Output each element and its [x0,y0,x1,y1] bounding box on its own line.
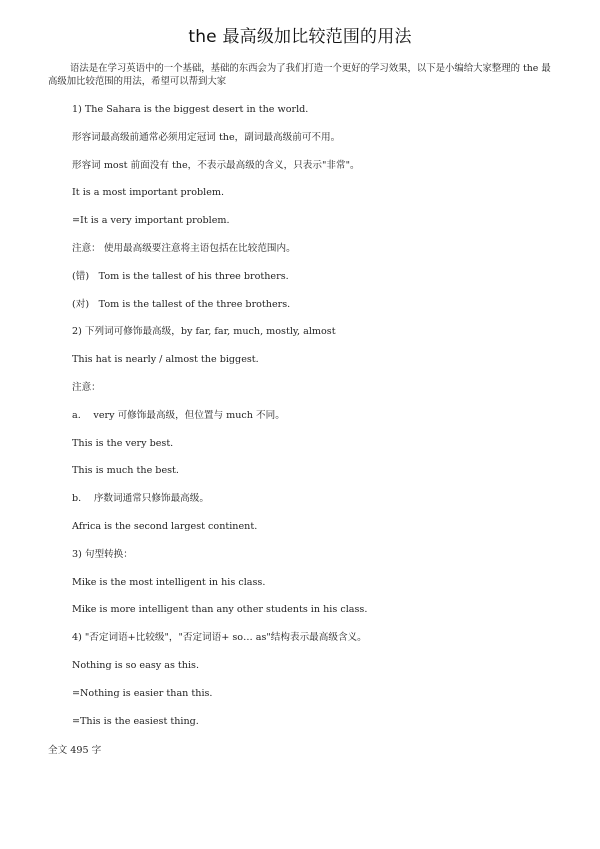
text-line: 注意： 使用最高级要注意将主语包括在比较范围内。 [72,242,296,254]
text-line: 1) The Sahara is the biggest desert in the world. [72,104,309,115]
text-line: (对) Tom is the tallest of the three brothers. [72,298,291,310]
word-count: 全文 495 字 [48,745,102,756]
text-line: 注意： [72,381,101,393]
text-line: b. 序数词通常只修饰最高级。 [72,493,209,505]
text-line: Africa is the second largest continent. [72,520,258,532]
text-line: 4) "否定词语+比较级"，"否定词语+ so… as"结构表示最高级含义。 [72,632,367,644]
text-line: 3) 句型转换： [72,548,133,560]
page-title: the 最高级加比较范围的用法 [188,27,412,47]
text-line: Mike is the most intelligent in his class. [72,576,266,588]
text-line: 形容词 most 前面没有 the，不表示最高级的含义，只表示"非常"。 [72,159,360,171]
text-line: (错) Tom is the tallest of his three brothers. [72,270,289,282]
text-line: =It is a very important problem. [72,215,230,227]
text-line: This hat is nearly / almost the biggest. [72,354,259,366]
text-line: This is the very best. [72,437,174,449]
text-line: =This is the easiest thing. [72,715,199,727]
intro-paragraph: 语法是在学习英语中的一个基础，基础的东西会为了我们打造一个更好的学习效果，以下是小编给大家整理的 the 最高级加比较范围的用法，希望可以帮到大家 [48,63,551,87]
text-line: Mike is more intelligent than any other students in his class. [72,604,368,616]
body-lines [72,103,572,742]
text-line: =Nothing is easier than this. [72,687,213,699]
text-line: This is much the best. [72,465,179,477]
text-line: It is a most important problem. [72,187,225,199]
text-line: 2) 下列词可修饰最高级，by far, far, much, mostly, almost [72,326,336,338]
text-line: a. very 可修饰最高级，但位置与 much 不同。 [72,409,285,421]
text-line: Nothing is so easy as this. [72,659,199,671]
text-line: 形容词最高级前通常必须用定冠词 the，副词最高级前可不用。 [72,131,341,143]
